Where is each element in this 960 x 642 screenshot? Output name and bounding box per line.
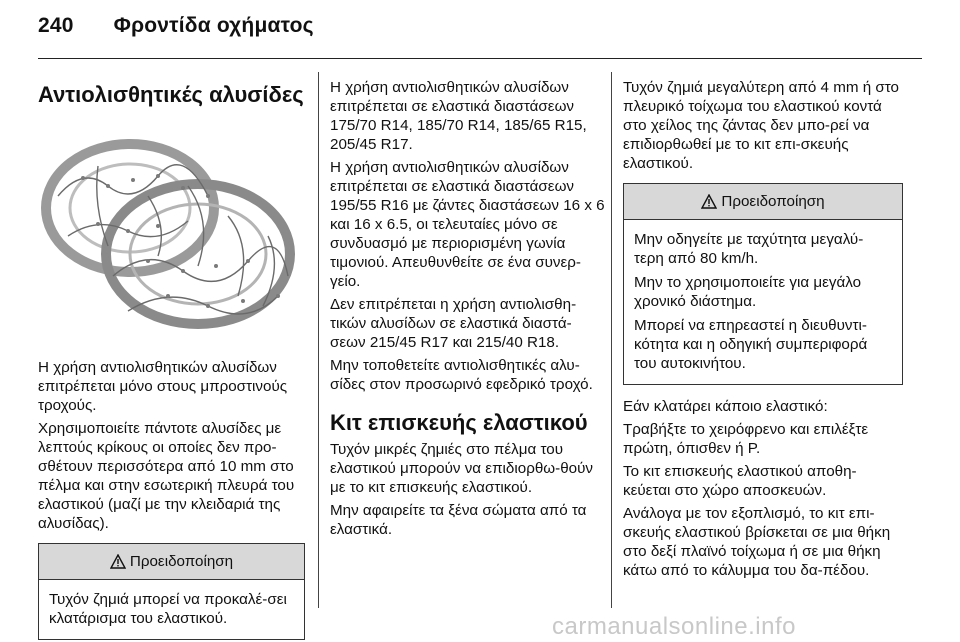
page-number: 240 bbox=[38, 14, 74, 37]
warning-text: Μην οδηγείτε με ταχύτητα μεγαλύ-τερη από 80 km/h. bbox=[634, 231, 864, 267]
warning-header bbox=[39, 544, 304, 580]
warning-body bbox=[39, 580, 304, 639]
warning-title: Προειδοποίηση bbox=[129, 553, 234, 570]
paragraph: Τραβήξτε το χειρόφρενο και επιλέξτε πρώτη, όπισθεν ή P. bbox=[623, 421, 869, 457]
warning-body bbox=[624, 220, 902, 384]
page-header bbox=[38, 14, 314, 44]
paragraph: Δεν επιτρέπεται η χρήση αντιολισθη-τικών αλυσίδων σε ελαστικά διαστά-σεων 215/45 R17 και 215/40 R18. bbox=[330, 296, 577, 351]
snow-chain-tire-illustration bbox=[38, 126, 305, 346]
paragraph: Μην αφαιρείτε τα ξένα σώματα από τα ελαστικά. bbox=[330, 502, 587, 538]
section-title-snow-chains: Αντιολισθητικές αλυσίδες bbox=[38, 82, 304, 107]
paragraph: Τυχόν ζημιά μεγαλύτερη από 4 mm ή στο πλευρικό τοίχωμα του ελαστικού κοντά στο χείλος της ζάντας δεν μπο-ρεί να επιδιορθωθεί με το κιτ επι-σκευής ελαστικού. bbox=[623, 79, 899, 172]
paragraph: Ανάλογα με τον εξοπλισμό, το κιτ επι-σκευής ελαστικού βρίσκεται σε μια θήκη στο δεξί πλαϊνό τοίχωμα ή σε μια θήκη κάτω από το κάλυμμα του δα-πέδου. bbox=[623, 505, 891, 579]
snow-chain-icon bbox=[38, 126, 305, 346]
warning-text: Τυχόν ζημιά μπορεί να προκαλέ-σει κλατάρισμα του ελαστικού. bbox=[49, 591, 287, 627]
column-2 bbox=[330, 78, 605, 543]
paragraph: Χρησιμοποιείτε πάντοτε αλυσίδες με λεπτούς κρίκους οι οποίες δεν προ-σθέτουν περισσότερα από 10 mm στο πέλμα και στην εσωτερική πλευρά του ελαστικού (μαζί με την κλειδαριά της αλυσίδας). bbox=[38, 420, 295, 532]
column-3 bbox=[623, 78, 903, 584]
paragraph: Μην τοποθετείτε αντιολισθητικές αλυ-σίδες στον προσωρινό εφεδρικό τροχό. bbox=[330, 357, 593, 393]
warning-triangle-icon bbox=[110, 554, 126, 569]
paragraph: Η χρήση αντιολισθητικών αλυσίδων επιτρέπεται μόνο στους μπροστινούς τροχούς. bbox=[38, 359, 288, 414]
section-title-tyre-repair-kit: Κιτ επισκευής ελαστικού bbox=[330, 410, 588, 435]
warning-box bbox=[623, 183, 903, 385]
warning-header bbox=[624, 184, 902, 220]
column-1 bbox=[38, 78, 305, 640]
paragraph: Τυχόν μικρές ζημιές στο πέλμα του ελαστικού μπορούν να επιδιορθω-θούν με το κιτ επισκευής ελαστικού. bbox=[330, 441, 593, 496]
warning-text: Μην το χρησιμοποιείτε για μεγάλο χρονικό διάστημα. bbox=[634, 274, 862, 310]
warning-text: Μπορεί να επηρεαστεί η διευθυντι-κότητα και η οδηγική συμπεριφορά του αυτοκινήτου. bbox=[634, 317, 868, 372]
paragraph: Εάν κλατάρει κάποιο ελαστικό: bbox=[623, 398, 828, 415]
paragraph: Η χρήση αντιολισθητικών αλυσίδων επιτρέπεται σε ελαστικά διαστάσεων 175/70 R14, 185/70 R14, 185/65 R15, 205/45 R17. bbox=[330, 79, 587, 153]
column-divider-1 bbox=[318, 72, 319, 608]
warning-box bbox=[38, 543, 305, 640]
warning-triangle-icon bbox=[701, 194, 717, 209]
header-divider bbox=[38, 58, 922, 59]
column-divider-2 bbox=[611, 72, 612, 608]
paragraph: Το κιτ επισκευής ελαστικού αποθη-κεύεται στο χώρο αποσκευών. bbox=[623, 463, 857, 499]
chapter-title: Φροντίδα οχήματος bbox=[113, 14, 314, 37]
watermark: carmanualsonline.info bbox=[552, 613, 796, 640]
paragraph: Η χρήση αντιολισθητικών αλυσίδων επιτρέπεται σε ελαστικά διαστάσεων 195/55 R16 με ζάντες διαστάσεων 16 x 6 και 16 x 6.5, οι τελευταίες μόνο σε συνδυασμό με περιορισμένη γωνία τιμονιού. Απευθυνθείτε σε ένα συνερ-γείο. bbox=[330, 159, 605, 290]
warning-title: Προειδοποίηση bbox=[721, 193, 825, 210]
